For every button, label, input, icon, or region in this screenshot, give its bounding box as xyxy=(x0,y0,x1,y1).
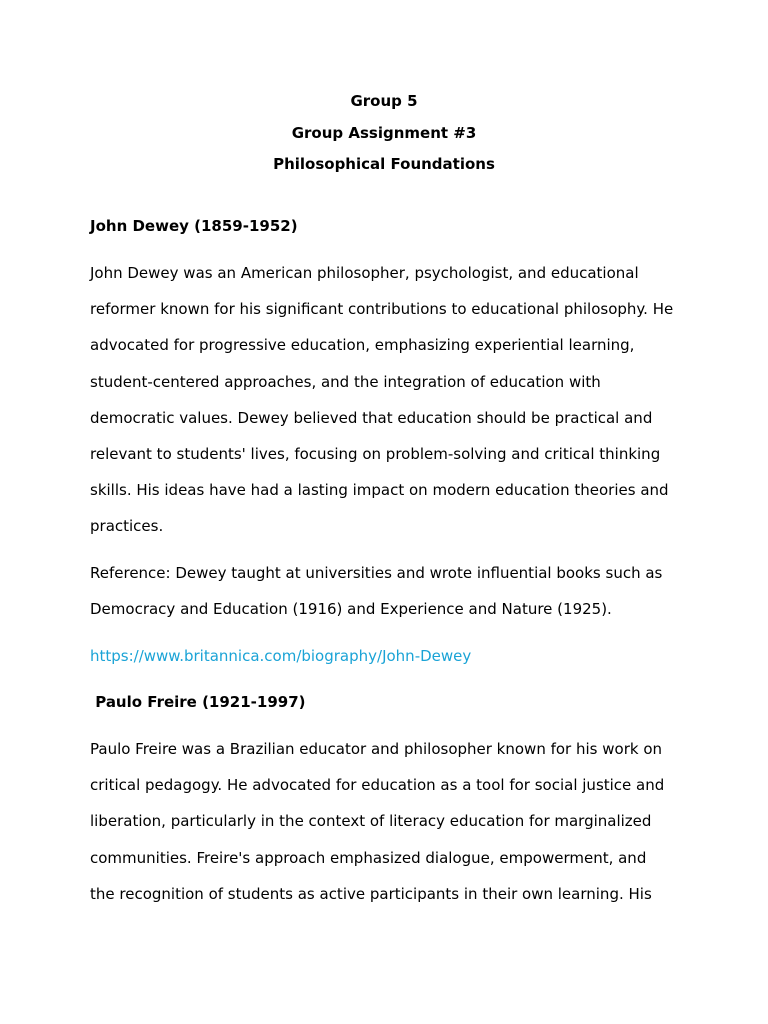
paragraph-line: student-centered approaches, and the integration of education with xyxy=(90,372,601,391)
britannica-link[interactable]: https://www.britannica.com/biography/John-Dewey xyxy=(90,647,472,665)
dewey-reference xyxy=(90,563,690,635)
group-title: Group 5 xyxy=(350,92,418,110)
paragraph-line: advocated for progressive education, emphasizing experiential learning, xyxy=(90,336,635,355)
paragraph-line: John Dewey was an American philosopher, psychologist, and educational xyxy=(90,264,639,282)
dewey-heading: John Dewey (1859-1952) xyxy=(90,217,298,235)
paragraph-line: practices. xyxy=(90,517,164,536)
topic-title: Philosophical Foundations xyxy=(273,155,495,173)
paragraph-line: relevant to students' lives, focusing on problem-solving and critical thinking xyxy=(90,444,661,463)
paragraph-line: Paulo Freire was a Brazilian educator and philosopher known for his work on xyxy=(90,740,662,758)
freire-paragraph xyxy=(90,739,690,920)
paragraph-line: liberation, particularly in the context of literacy education for marginalized xyxy=(90,812,652,831)
paragraph-line: the recognition of students as active participants in their own learning. His xyxy=(90,884,652,903)
dewey-paragraph xyxy=(90,263,690,553)
paragraph-line: Reference: Dewey taught at universities and wrote influential books such as xyxy=(90,564,663,582)
paragraph-line: critical pedagogy. He advocated for education as a tool for social justice and xyxy=(90,776,665,795)
paragraph-line: skills. His ideas have had a lasting impact on modern education theories and xyxy=(90,481,669,500)
freire-heading: Paulo Freire (1921-1997) xyxy=(90,693,306,711)
paragraph-line: reformer known for his significant contributions to educational philosophy. He xyxy=(90,300,674,319)
paragraph-line: communities. Freire's approach emphasized dialogue, empowerment, and xyxy=(90,848,647,867)
paragraph-line: Democracy and Education (1916) and Experience and Nature (1925). xyxy=(90,600,612,619)
paragraph-line: democratic values. Dewey believed that education should be practical and xyxy=(90,408,653,427)
assignment-title: Group Assignment #3 xyxy=(291,124,477,142)
